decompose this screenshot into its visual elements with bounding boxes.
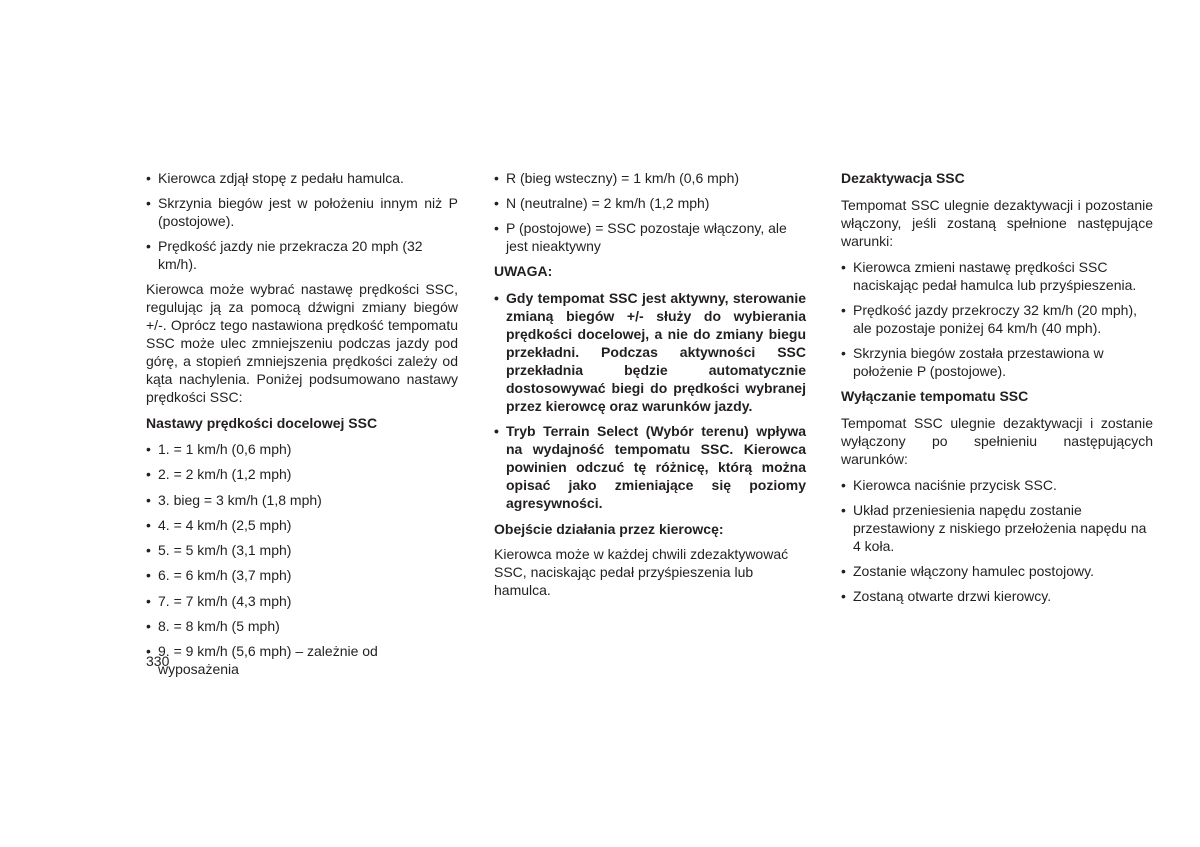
column-right <box>841 169 1153 605</box>
section-heading: Wyłączanie tempomatu SSC <box>841 388 1029 404</box>
list-item: • 7. = 7 km/h (4,3 mph) <box>146 592 458 610</box>
body-paragraph: Kierowca może wybrać nastawę prędkości SSC, regulując ją za pomocą dźwigni zmiany biegów +/-. Oprócz tego nastawiona prędkość tempomatu SSC może ulec zmniejszeniu podczas jazdy pod górę, a stopień zmniejszenia prędkości zależy od kąta nachylenia. Poniżej podsumowano nastawy prędkości SSC: <box>146 281 458 405</box>
deactivation-conditions-list <box>841 258 1153 380</box>
list-item: • 3. bieg = 3 km/h (1,8 mph) <box>146 491 458 509</box>
list-item: • Tryb Terrain Select (Wybór terenu) wpływa na wydajność tempomatu SSC. Kierowca powinien odczuć tę różnicę, którą można opisać jako zmieniające się poziomy agresywności. <box>494 422 806 512</box>
list-item: • Zostaną otwarte drzwi kierowcy. <box>841 587 1153 605</box>
list-item: • N (neutralne) = 2 km/h (1,2 mph) <box>494 194 806 212</box>
list-item: • 4. = 4 km/h (2,5 mph) <box>146 516 458 534</box>
list-item: • Układ przeniesienia napędu zostanie przestawiony z niskiego przełożenia napędu na 4 koła. <box>841 501 1153 555</box>
reverse-neutral-list <box>494 169 806 255</box>
list-item: • 6. = 6 km/h (3,7 mph) <box>146 566 458 584</box>
list-item: • Skrzynia biegów jest w położeniu innym niż P (postojowe). <box>146 194 458 230</box>
list-item: • 8. = 8 km/h (5 mph) <box>146 617 458 635</box>
list-item: • Prędkość jazdy przekroczy 32 km/h (20 mph), ale pozostaje poniżej 64 km/h (40 mph). <box>841 301 1153 337</box>
list-item: • Kierowca zdjął stopę z pedału hamulca. <box>146 169 458 187</box>
list-item: • R (bieg wsteczny) = 1 km/h (0,6 mph) <box>494 169 806 187</box>
page-number: 330 <box>146 653 170 669</box>
body-paragraph: Kierowca może w każdej chwili zdezaktywować SSC, naciskając pedał przyśpieszenia lub hamulca. <box>494 546 789 598</box>
list-item: • P (postojowe) = SSC pozostaje włączony, ale jest nieaktywny <box>494 219 806 255</box>
list-item: • Prędkość jazdy nie przekracza 20 mph (32 km/h). <box>146 237 458 273</box>
list-item: • Kierowca naciśnie przycisk SSC. <box>841 476 1153 494</box>
list-item: • Zostanie włączony hamulec postojowy. <box>841 562 1153 580</box>
body-paragraph: Tempomat SSC ulegnie dezaktywacji i zostanie wyłączony po spełnieniu następujących warunków: <box>841 415 1153 467</box>
list-item: • Gdy tempomat SSC jest aktywny, sterowanie zmianą biegów +/- służy do wybierania prędkości docelowej, a nie do zmiany biegu przekładni. Podczas aktywności SSC przekładnia będzie automatycznie dostosowywać biegi do prędkości wybranej przez kierowcę oraz warunków jazdy. <box>494 289 806 415</box>
list-item: • Skrzynia biegów została przestawiona w położenie P (postojowe). <box>841 344 1153 380</box>
column-left <box>146 169 458 678</box>
column-middle <box>494 169 806 599</box>
off-conditions-list <box>841 476 1153 605</box>
list-item: • 1. = 1 km/h (0,6 mph) <box>146 440 458 458</box>
conditions-list <box>146 169 458 273</box>
list-item: • Kierowca zmieni nastawę prędkości SSC naciskając pedał hamulca lub przyśpieszenia. <box>841 258 1153 294</box>
gear-speed-list <box>146 440 458 678</box>
note-list <box>494 289 806 512</box>
note-label: UWAGA: <box>494 263 553 279</box>
list-item: • 5. = 5 km/h (3,1 mph) <box>146 541 458 559</box>
list-item: • 2. = 2 km/h (1,2 mph) <box>146 465 458 483</box>
section-heading: Nastawy prędkości docelowej SSC <box>146 415 378 431</box>
list-item: • 9. = 9 km/h (5,6 mph) – zależnie od wyposażenia <box>146 642 458 678</box>
body-paragraph: Tempomat SSC ulegnie dezaktywacji i pozostanie włączony, jeśli zostaną spełnione następujące warunki: <box>841 197 1153 249</box>
section-heading: Dezaktywacja SSC <box>841 170 965 186</box>
section-heading: Obejście działania przez kierowcę: <box>494 521 724 537</box>
